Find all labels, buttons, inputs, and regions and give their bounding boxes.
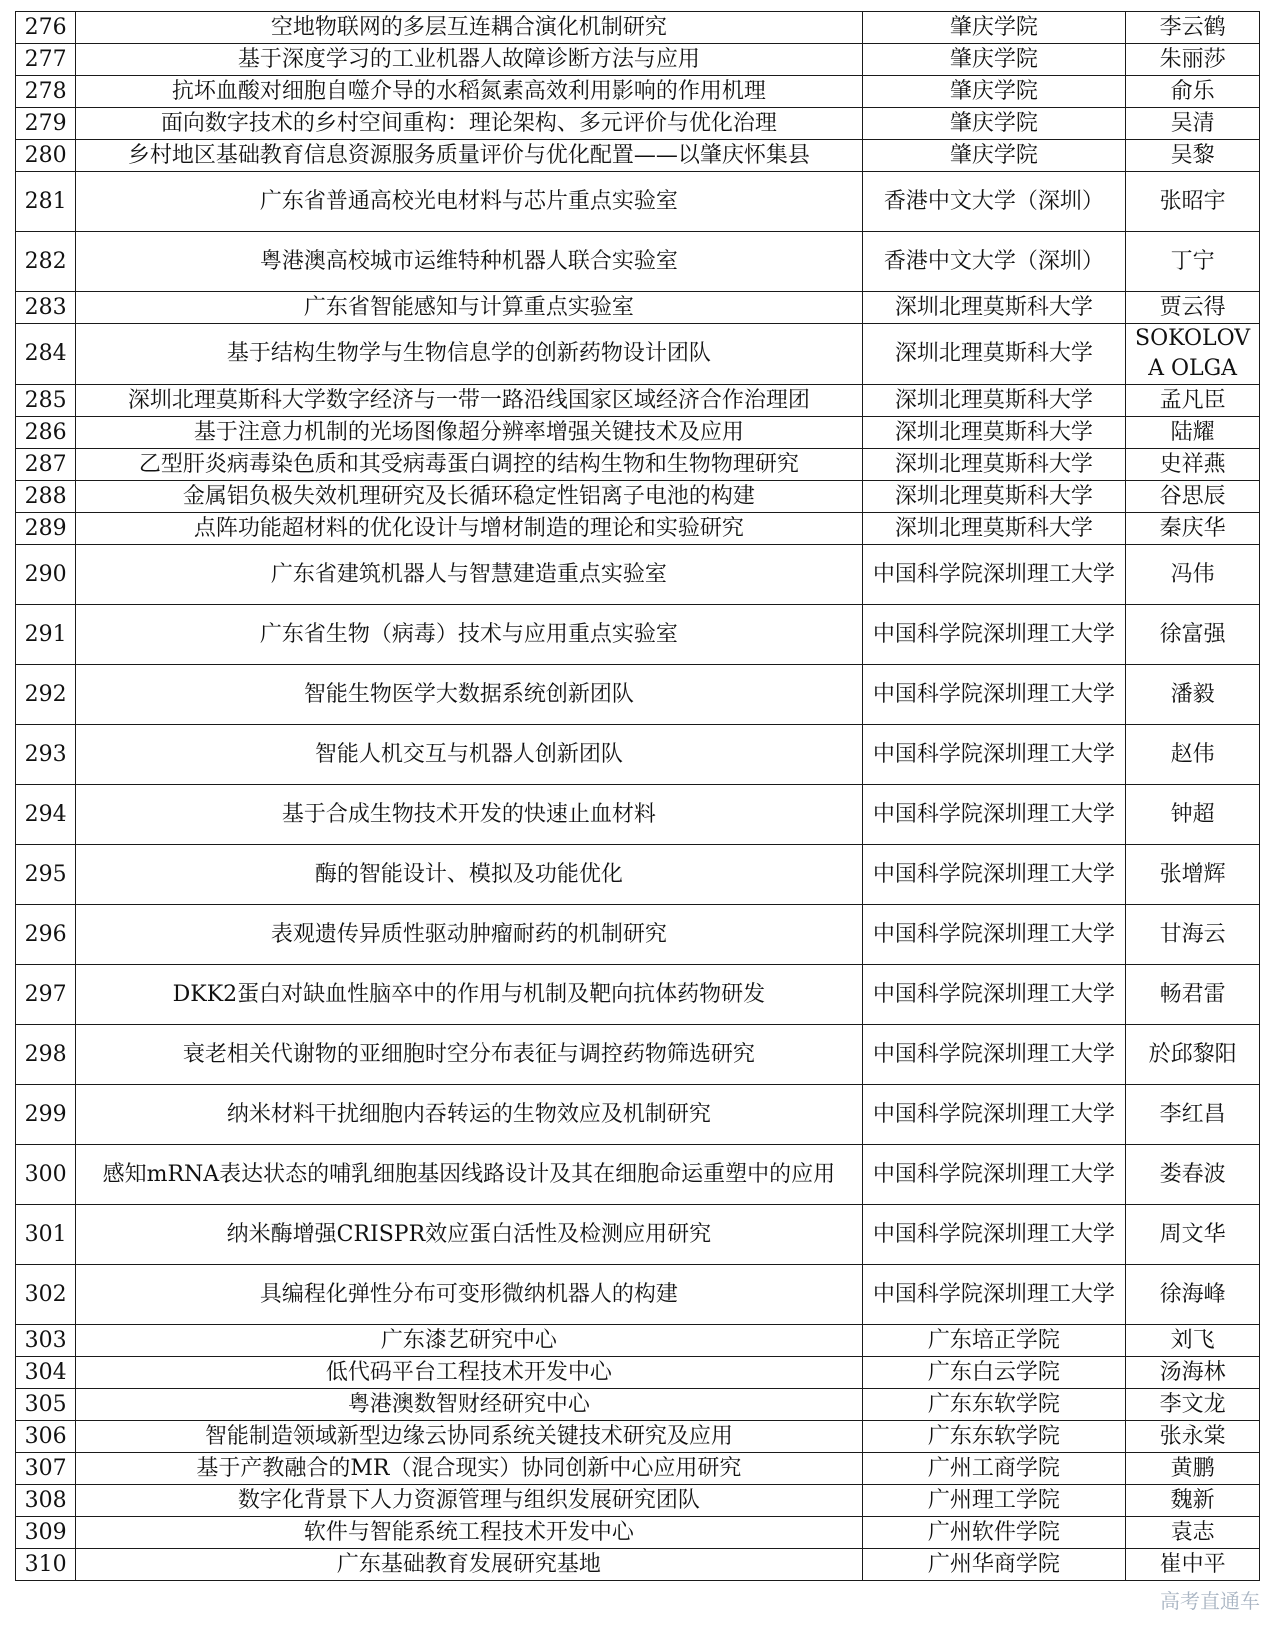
table-row [16,1025,1260,1085]
institution-name: 深圳北理莫斯科大学 [862,449,1126,481]
institution-name: 中国科学院深圳理工大学 [862,665,1126,725]
project-title: 基于合成生物技术开发的快速止血材料 [76,785,862,845]
project-title: 数字化背景下人力资源管理与组织发展研究团队 [76,1485,862,1517]
row-number: 302 [16,1265,76,1325]
project-title: 广东漆艺研究中心 [76,1325,862,1357]
institution-name: 深圳北理莫斯科大学 [862,324,1126,385]
project-title: 广东基础教育发展研究基地 [76,1549,862,1581]
institution-name: 中国科学院深圳理工大学 [862,965,1126,1025]
row-number: 283 [16,292,76,324]
leader-name: 魏新 [1126,1485,1260,1517]
institution-name: 深圳北理莫斯科大学 [862,513,1126,545]
table-row [16,1517,1260,1549]
project-title: 表观遗传异质性驱动肿瘤耐药的机制研究 [76,905,862,965]
project-title: 基于结构生物学与生物信息学的创新药物设计团队 [76,324,862,385]
institution-name: 广州理工学院 [862,1485,1126,1517]
row-number: 310 [16,1549,76,1581]
institution-name: 中国科学院深圳理工大学 [862,905,1126,965]
institution-name: 肇庆学院 [862,108,1126,140]
leader-name: 张昭宇 [1126,172,1260,232]
project-title: 抗坏血酸对细胞自噬介导的水稻氮素高效利用影响的作用机理 [76,76,862,108]
project-title: 智能生物医学大数据系统创新团队 [76,665,862,725]
project-title: 粤港澳数智财经研究中心 [76,1389,862,1421]
row-number: 304 [16,1357,76,1389]
table-row [16,76,1260,108]
watermark-text: 高考直通车 [1160,1589,1260,1613]
row-number: 279 [16,108,76,140]
institution-name: 广州工商学院 [862,1453,1126,1485]
project-title: 基于深度学习的工业机器人故障诊断方法与应用 [76,44,862,76]
row-number: 281 [16,172,76,232]
table-row [16,665,1260,725]
institution-name: 香港中文大学（深圳） [862,232,1126,292]
project-title: 低代码平台工程技术开发中心 [76,1357,862,1389]
project-title: 空地物联网的多层互连耦合演化机制研究 [76,12,862,44]
row-number: 280 [16,140,76,172]
leader-name: 陆耀 [1126,417,1260,449]
project-title: 广东省普通高校光电材料与芯片重点实验室 [76,172,862,232]
leader-name: 吴清 [1126,108,1260,140]
project-title: 乡村地区基础教育信息资源服务质量评价与优化配置——以肇庆怀集县 [76,140,862,172]
table-row [16,108,1260,140]
project-title: 面向数字技术的乡村空间重构：理论架构、多元评价与优化治理 [76,108,862,140]
table-row [16,1325,1260,1357]
leader-name: 汤海林 [1126,1357,1260,1389]
project-title: 基于注意力机制的光场图像超分辨率增强关键技术及应用 [76,417,862,449]
institution-name: 广东白云学院 [862,1357,1126,1389]
table-row [16,965,1260,1025]
row-number: 298 [16,1025,76,1085]
row-number: 293 [16,725,76,785]
row-number: 276 [16,12,76,44]
table-row [16,1085,1260,1145]
table-row [16,1205,1260,1265]
project-title: 纳米酶增强CRISPR效应蛋白活性及检测应用研究 [76,1205,862,1265]
leader-name: 刘飞 [1126,1325,1260,1357]
row-number: 299 [16,1085,76,1145]
leader-name: 秦庆华 [1126,513,1260,545]
project-title: 衰老相关代谢物的亚细胞时空分布表征与调控药物筛选研究 [76,1025,862,1085]
institution-name: 中国科学院深圳理工大学 [862,1145,1126,1205]
row-number: 294 [16,785,76,845]
leader-name: 徐富强 [1126,605,1260,665]
project-title: 广东省智能感知与计算重点实验室 [76,292,862,324]
row-number: 284 [16,324,76,385]
leader-name: 朱丽莎 [1126,44,1260,76]
leader-name: 赵伟 [1126,725,1260,785]
row-number: 285 [16,385,76,417]
row-number: 303 [16,1325,76,1357]
project-title: 纳米材料干扰细胞内吞转运的生物效应及机制研究 [76,1085,862,1145]
institution-name: 广州华商学院 [862,1549,1126,1581]
project-title: 感知mRNA表达状态的哺乳细胞基因线路设计及其在细胞命运重塑中的应用 [76,1145,862,1205]
leader-name: 丁宁 [1126,232,1260,292]
leader-name: 史祥燕 [1126,449,1260,481]
leader-name: 袁志 [1126,1517,1260,1549]
row-number: 288 [16,481,76,513]
table-row [16,1421,1260,1453]
leader-name: 潘毅 [1126,665,1260,725]
table-row [16,481,1260,513]
table-row [16,324,1260,385]
table-row [16,1549,1260,1581]
leader-name: 甘海云 [1126,905,1260,965]
leader-name: 崔中平 [1126,1549,1260,1581]
leader-name: 李文龙 [1126,1389,1260,1421]
leader-name: 黄鹏 [1126,1453,1260,1485]
table-row [16,1357,1260,1389]
project-title: 深圳北理莫斯科大学数字经济与一带一路沿线国家区域经济合作治理团 [76,385,862,417]
table-row [16,12,1260,44]
project-title: 广东省生物（病毒）技术与应用重点实验室 [76,605,862,665]
project-title: 软件与智能系统工程技术开发中心 [76,1517,862,1549]
row-number: 301 [16,1205,76,1265]
table-row [16,725,1260,785]
table-row [16,905,1260,965]
row-number: 292 [16,665,76,725]
project-title: 乙型肝炎病毒染色质和其受病毒蛋白调控的结构生物和生物物理研究 [76,449,862,481]
project-title: 基于产教融合的MR（混合现实）协同创新中心应用研究 [76,1453,862,1485]
table-row [16,1485,1260,1517]
institution-name: 肇庆学院 [862,140,1126,172]
institution-name: 中国科学院深圳理工大学 [862,1205,1126,1265]
table-row [16,292,1260,324]
table-row [16,417,1260,449]
institution-name: 中国科学院深圳理工大学 [862,605,1126,665]
leader-name: 畅君雷 [1126,965,1260,1025]
institution-name: 肇庆学院 [862,44,1126,76]
row-number: 305 [16,1389,76,1421]
leader-name: 钟超 [1126,785,1260,845]
row-number: 290 [16,545,76,605]
row-number: 308 [16,1485,76,1517]
row-number: 277 [16,44,76,76]
table-row [16,140,1260,172]
row-number: 306 [16,1421,76,1453]
institution-name: 广东培正学院 [862,1325,1126,1357]
table-row [16,1453,1260,1485]
table-row [16,845,1260,905]
institution-name: 中国科学院深圳理工大学 [862,1265,1126,1325]
project-title: 智能人机交互与机器人创新团队 [76,725,862,785]
institution-name: 中国科学院深圳理工大学 [862,1085,1126,1145]
leader-name: 冯伟 [1126,545,1260,605]
table-row [16,545,1260,605]
project-table [15,11,1260,1581]
institution-name: 广东东软学院 [862,1389,1126,1421]
project-title: 金属铝负极失效机理研究及长循环稳定性铝离子电池的构建 [76,481,862,513]
table-row [16,1265,1260,1325]
table-row [16,385,1260,417]
leader-name: 娄春波 [1126,1145,1260,1205]
table-row [16,785,1260,845]
leader-name: 於邱黎阳 [1126,1025,1260,1085]
leader-name: 张增辉 [1126,845,1260,905]
institution-name: 深圳北理莫斯科大学 [862,417,1126,449]
table-row [16,232,1260,292]
institution-name: 深圳北理莫斯科大学 [862,292,1126,324]
project-title: 酶的智能设计、模拟及功能优化 [76,845,862,905]
leader-name: 周文华 [1126,1205,1260,1265]
institution-name: 广州软件学院 [862,1517,1126,1549]
institution-name: 深圳北理莫斯科大学 [862,385,1126,417]
leader-name: 谷思辰 [1126,481,1260,513]
table-row [16,449,1260,481]
institution-name: 香港中文大学（深圳） [862,172,1126,232]
table-row [16,605,1260,665]
table-row [16,1389,1260,1421]
institution-name: 深圳北理莫斯科大学 [862,481,1126,513]
leader-name: SOKOLOVA OLGA [1126,324,1260,385]
table-row [16,44,1260,76]
leader-name: 俞乐 [1126,76,1260,108]
row-number: 278 [16,76,76,108]
leader-name: 孟凡臣 [1126,385,1260,417]
row-number: 307 [16,1453,76,1485]
leader-name: 张永棠 [1126,1421,1260,1453]
institution-name: 广东东软学院 [862,1421,1126,1453]
leader-name: 徐海峰 [1126,1265,1260,1325]
institution-name: 中国科学院深圳理工大学 [862,725,1126,785]
row-number: 291 [16,605,76,665]
row-number: 289 [16,513,76,545]
project-title: 粤港澳高校城市运维特种机器人联合实验室 [76,232,862,292]
row-number: 296 [16,905,76,965]
table-row [16,172,1260,232]
project-title: 智能制造领域新型边缘云协同系统关键技术研究及应用 [76,1421,862,1453]
leader-name: 李云鹤 [1126,12,1260,44]
row-number: 297 [16,965,76,1025]
project-title: 具编程化弹性分布可变形微纳机器人的构建 [76,1265,862,1325]
institution-name: 中国科学院深圳理工大学 [862,545,1126,605]
leader-name: 贾云得 [1126,292,1260,324]
project-title: DKK2蛋白对缺血性脑卒中的作用与机制及靶向抗体药物研发 [76,965,862,1025]
table-row [16,513,1260,545]
project-title: 广东省建筑机器人与智慧建造重点实验室 [76,545,862,605]
project-title: 点阵功能超材料的优化设计与增材制造的理论和实验研究 [76,513,862,545]
table-row [16,1145,1260,1205]
row-number: 300 [16,1145,76,1205]
leader-name: 李红昌 [1126,1085,1260,1145]
row-number: 287 [16,449,76,481]
row-number: 309 [16,1517,76,1549]
institution-name: 肇庆学院 [862,76,1126,108]
row-number: 282 [16,232,76,292]
row-number: 295 [16,845,76,905]
institution-name: 中国科学院深圳理工大学 [862,1025,1126,1085]
institution-name: 中国科学院深圳理工大学 [862,845,1126,905]
institution-name: 肇庆学院 [862,12,1126,44]
row-number: 286 [16,417,76,449]
leader-name: 吴黎 [1126,140,1260,172]
institution-name: 中国科学院深圳理工大学 [862,785,1126,845]
